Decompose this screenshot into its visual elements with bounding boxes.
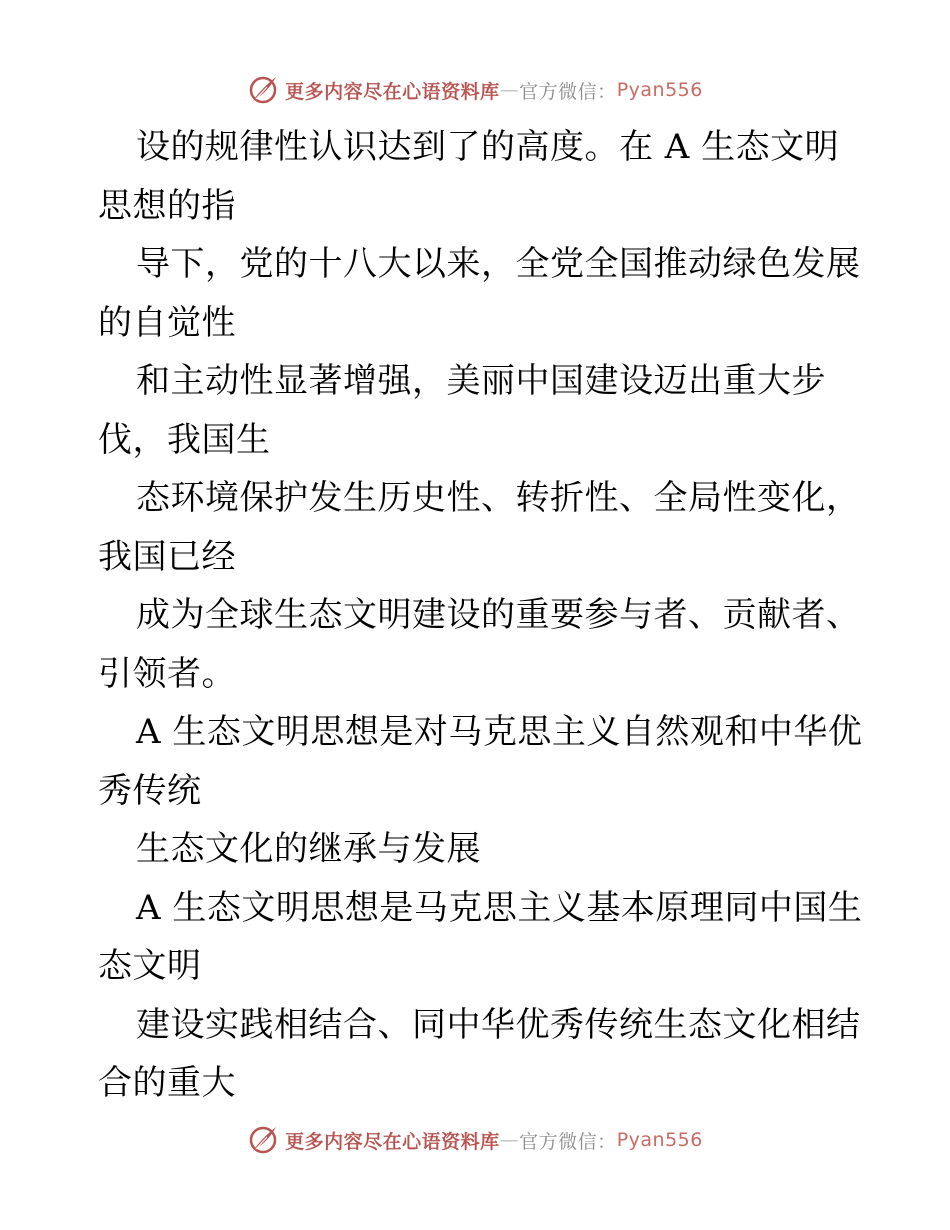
- banner-separator: —: [499, 79, 520, 101]
- text-line-9: 成为全球生态文明建设的重要参与者、贡献者、: [136, 595, 861, 635]
- document-body: [98, 118, 898, 1113]
- banner-account: Pyan556: [616, 79, 703, 101]
- text-line-3: 导下，党的十八大以来，全党全国推动绿色发展: [136, 244, 861, 284]
- text-line-2: 思想的指: [98, 185, 236, 226]
- quill-logo-icon: [247, 1124, 279, 1156]
- text-line-6: 伐，我国生: [98, 419, 271, 460]
- quill-logo-icon: [247, 74, 279, 106]
- header-watermark-banner: [0, 70, 950, 110]
- banner-wechat-label: 官方微信：: [519, 80, 617, 103]
- text-line-1: 设的规律性认识达到了的高度。在 A 生态文明: [136, 127, 840, 167]
- banner-wechat-label: 官方微信：: [519, 1130, 617, 1153]
- text-line-4: 的自觉性: [98, 302, 236, 343]
- text-line-7: 态环境保护发生历史性、转折性、全局性变化，: [136, 478, 861, 518]
- text-line-8: 我国已经: [98, 536, 236, 577]
- text-line-10: 引领者。: [98, 653, 236, 694]
- banner-lead-text: 更多内容尽在心语资料库: [285, 80, 500, 103]
- text-line-11: A 生态文明思想是对马克思主义自然观和中华优: [136, 712, 863, 752]
- text-line-15: 态文明: [98, 946, 202, 986]
- text-line-12: 秀传统: [98, 770, 202, 811]
- banner-lead-text: 更多内容尽在心语资料库: [285, 1130, 500, 1153]
- text-line-5: 和主动性显著增强，美丽中国建设迈出重大步: [136, 361, 826, 401]
- text-line-17: 合的重大: [98, 1063, 236, 1103]
- banner-separator: —: [499, 1129, 520, 1151]
- text-line-13: 生态文化的继承与发展: [136, 829, 481, 869]
- text-line-14: A 生态文明思想是马克思主义基本原理同中国生: [136, 887, 863, 928]
- banner-account: Pyan556: [616, 1129, 703, 1151]
- footer-watermark-banner: [0, 1120, 950, 1160]
- text-line-16: 建设实践相结合、同中华优秀传统生态文化相结: [136, 1004, 861, 1045]
